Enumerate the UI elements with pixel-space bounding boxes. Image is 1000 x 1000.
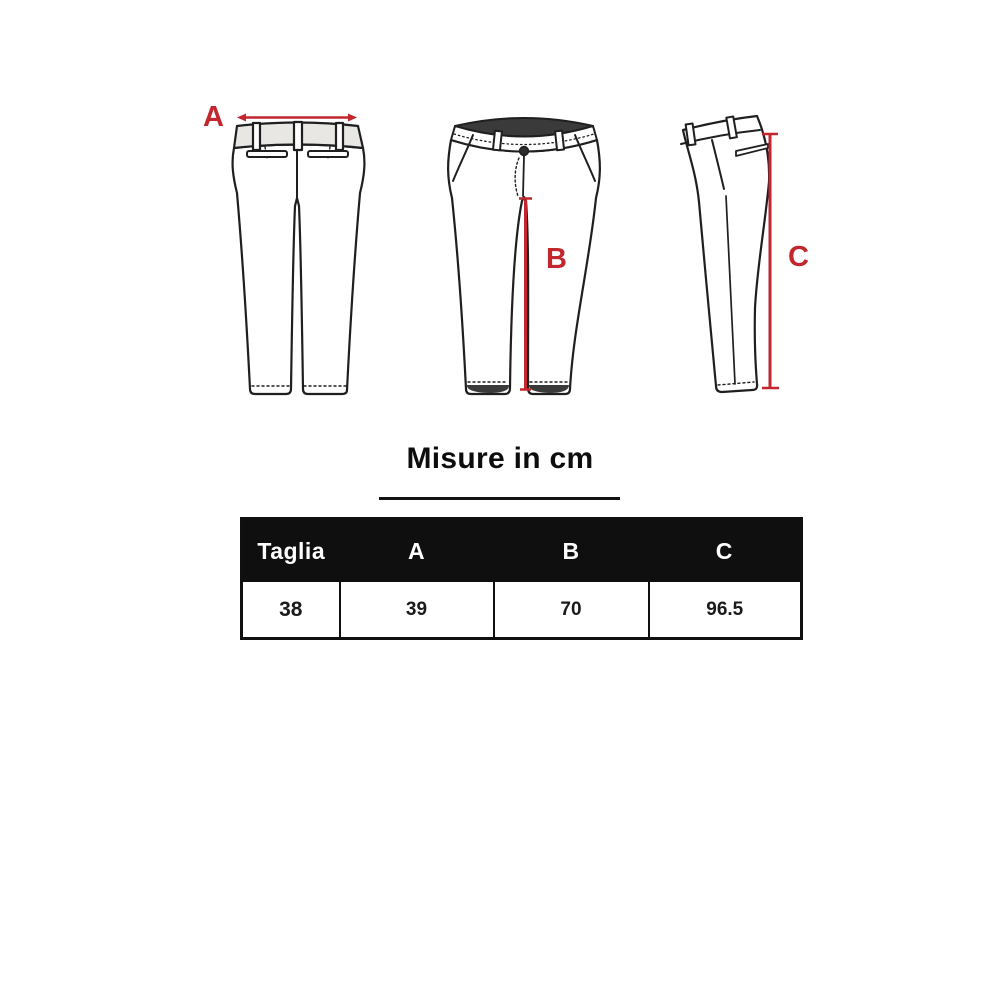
back-welt-pocket: [247, 151, 287, 157]
header-taglia: Taglia: [242, 519, 340, 583]
pants-back-body: [233, 145, 365, 395]
title-underline: [379, 497, 620, 500]
waist-button: [520, 147, 529, 156]
cell-c: 96.5: [649, 582, 802, 639]
pants-side-body: [683, 116, 769, 392]
center-front-seam: [523, 156, 524, 196]
pants-back-view-illustration: [195, 95, 385, 415]
measurement-arrow-a: [237, 114, 357, 122]
measurement-label-c: C: [788, 241, 810, 273]
belt-loop: [555, 131, 564, 151]
pants-front-view-illustration: [430, 95, 615, 415]
belt-loop: [336, 123, 343, 150]
cell-a: 39: [340, 582, 494, 639]
page-title: Misure in cm: [406, 442, 594, 475]
belt-loop: [493, 131, 502, 151]
size-table-header-row: [242, 519, 802, 583]
size-table: [240, 517, 803, 640]
belt-loop: [253, 123, 260, 150]
belt-loop: [686, 124, 696, 146]
measurement-label-b: B: [546, 243, 568, 275]
header-c: C: [649, 519, 802, 583]
back-welt-pocket: [308, 151, 348, 157]
cell-b: 70: [494, 582, 649, 639]
cell-taglia: 38: [242, 582, 340, 639]
measurement-label-a: A: [203, 101, 225, 133]
header-b: B: [494, 519, 649, 583]
size-table-row: [242, 582, 802, 639]
belt-loop: [294, 122, 302, 150]
header-a: A: [340, 519, 494, 583]
